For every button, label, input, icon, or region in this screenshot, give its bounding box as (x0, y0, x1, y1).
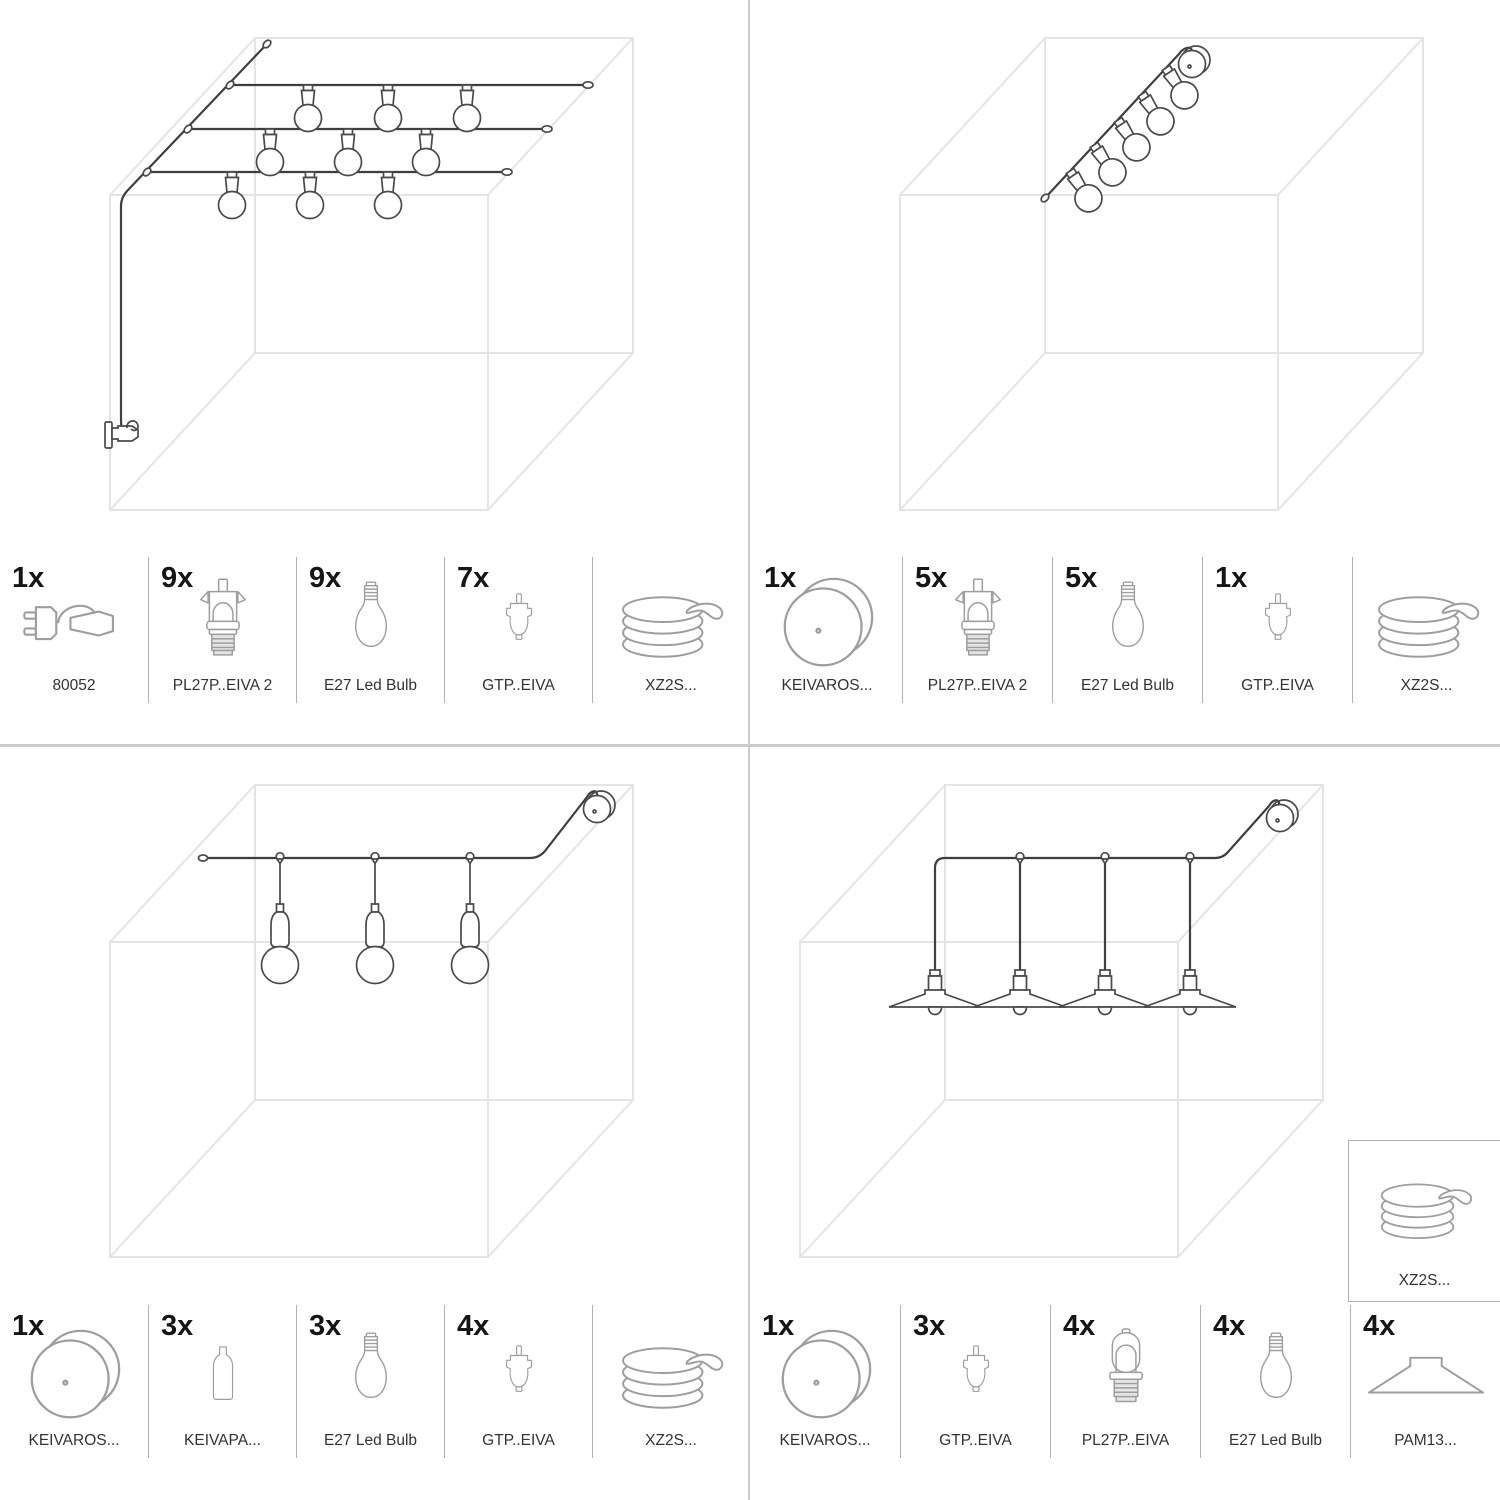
part-cell (592, 1305, 749, 1458)
diagram-three-pendants (0, 745, 750, 1305)
part-quantity: 1x (762, 1310, 795, 1342)
part-code: KEIVAROS... (781, 676, 873, 694)
part-cell (1352, 557, 1500, 703)
part-quantity: 4x (1363, 1310, 1396, 1342)
part-cell (0, 557, 148, 703)
part-cell (148, 557, 296, 703)
part-code: PL27P..EIVA 2 (927, 676, 1028, 694)
part-cell (1052, 557, 1202, 703)
diagram-three-row-string-lights (0, 0, 750, 557)
part-cell (296, 1305, 444, 1458)
bulb-icon (297, 1325, 444, 1426)
hook-icon (445, 1325, 592, 1426)
part-quantity: 9x (161, 562, 194, 594)
part-quantity: 7x (457, 562, 490, 594)
part-quantity: 1x (1215, 562, 1248, 594)
part-code: GTP..EIVA (482, 676, 555, 694)
parts-strip-top-left (0, 557, 749, 703)
part-code: XZ2S... (645, 676, 697, 694)
part-cell (148, 1305, 296, 1458)
lamp-holder-icon (149, 577, 296, 671)
part-cell (902, 557, 1052, 703)
cable-coil-icon (593, 577, 749, 671)
part-cell (296, 557, 444, 703)
cable-coil-icon (593, 1325, 749, 1426)
part-cell (1350, 1305, 1500, 1458)
part-cell (1050, 1305, 1200, 1458)
part-quantity: 3x (913, 1310, 946, 1342)
part-code: E27 Led Bulb (1080, 676, 1175, 694)
part-cell (0, 1305, 148, 1458)
part-quantity: 1x (12, 1310, 45, 1342)
part-quantity: 4x (1213, 1310, 1246, 1342)
part-quantity: 3x (161, 1310, 194, 1342)
ceiling-rose-icon (752, 577, 902, 671)
cable-coil-icon (1353, 577, 1500, 671)
part-code: KEIVAROS... (28, 1431, 120, 1449)
part-code: GTP..EIVA (939, 1431, 1012, 1449)
part-code: KEIVAROS... (779, 1431, 871, 1449)
part-cell (900, 1305, 1050, 1458)
part-cell (592, 557, 749, 703)
parts-strip-top-right (752, 557, 1500, 703)
ceiling-rose-icon (750, 1325, 900, 1426)
part-code: XZ2S... (1398, 1271, 1451, 1289)
plug-icon (0, 577, 148, 671)
lamp-holder-hood-icon (1051, 1325, 1200, 1426)
hook-icon (445, 577, 592, 671)
part-code: GTP..EIVA (1241, 676, 1314, 694)
part-quantity: 9x (309, 562, 342, 594)
diagram-diagonal-string-lights (750, 0, 1500, 557)
part-code: GTP..EIVA (482, 1431, 555, 1449)
part-cell (444, 557, 592, 703)
part-code: E27 Led Bulb (1228, 1431, 1323, 1449)
hook-icon (901, 1325, 1050, 1426)
part-code: PL27P..EIVA (1081, 1431, 1170, 1449)
part-quantity: 1x (12, 562, 45, 594)
bulb-icon (297, 577, 444, 671)
part-cell-extra-cable (1348, 1140, 1500, 1302)
part-code: PAM13... (1394, 1431, 1457, 1449)
lampshade-icon (1351, 1325, 1500, 1426)
part-quantity: 4x (1063, 1310, 1096, 1342)
pendant-holder-icon (149, 1325, 296, 1426)
parts-strip-bottom-left (0, 1305, 749, 1458)
part-cell (1202, 557, 1352, 703)
part-quantity: 4x (457, 1310, 490, 1342)
part-cell (1200, 1305, 1350, 1458)
part-code: XZ2S... (1400, 676, 1453, 694)
part-quantity: 1x (764, 562, 797, 594)
part-quantity: 3x (309, 1310, 342, 1342)
part-quantity: 5x (915, 562, 948, 594)
hook-icon (1203, 577, 1352, 671)
part-code: E27 Led Bulb (323, 1431, 418, 1449)
part-cell (444, 1305, 592, 1458)
bulb-icon (1053, 577, 1202, 671)
part-code: E27 Led Bulb (323, 676, 418, 694)
lamp-holder-icon (903, 577, 1052, 671)
part-code: XZ2S... (645, 1431, 697, 1449)
part-code: KEIVAPA... (184, 1431, 261, 1449)
part-code: 80052 (52, 676, 96, 694)
parts-strip-bottom-right (750, 1305, 1500, 1458)
bulb-icon (1201, 1325, 1350, 1426)
cable-coil-icon (1349, 1155, 1500, 1263)
part-cell (750, 1305, 900, 1458)
part-quantity: 5x (1065, 562, 1098, 594)
ceiling-rose-icon (0, 1325, 148, 1426)
part-cell (752, 557, 902, 703)
part-code: PL27P..EIVA 2 (172, 676, 273, 694)
